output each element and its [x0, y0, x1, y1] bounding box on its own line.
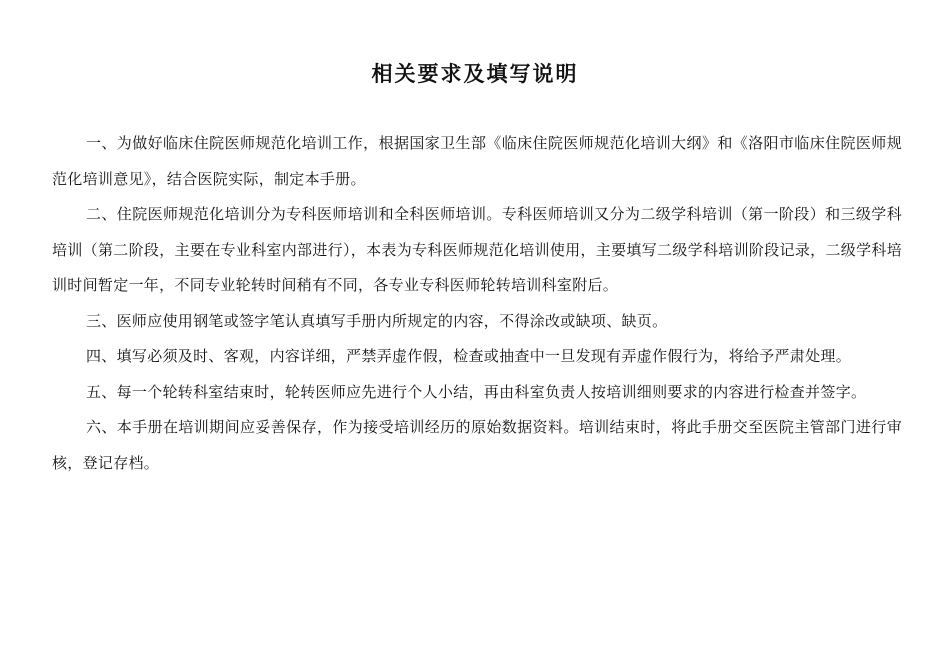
paragraph-6: 六、本手册在培训期间应妥善保存，作为接受培训经历的原始数据资料。培训结束时，将此手册交至医院主管部门进行审核，登记存档。	[52, 418, 902, 472]
paragraph-1: 一、为做好临床住院医师规范化培训工作，根据国家卫生部《临床住院医师规范化培训大纲》和《洛阳市临床住院医师规范化培训意见》，结合医院实际，制定本手册。	[52, 134, 902, 188]
paragraph-5: 五、每一个轮转科室结束时，轮转医师应先进行个人小结，再由科室负责人按培训细则要求的内容进行检查并签字。	[86, 382, 867, 401]
paragraph-2: 二、住院医师规范化培训分为专科医师培训和全科医师培训。专科医师培训又分为二级学科培训（第一阶段）和三级学科培训（第二阶段，主要在专业科室内部进行），本表为专科医师规范化培训使用，主要填写二级学科培训阶段记录，二级学科培训时间暂定一年，不同专业轮转时间稍有不同，各专业专科医师轮转培训科室附后。	[52, 205, 902, 294]
paragraph-3: 三、医师应使用钢笔或签字笔认真填写手册内所规定的内容，不得涂改或缺项、缺页。	[86, 311, 668, 330]
document-body	[52, 126, 902, 481]
paragraph-4: 四、填写必须及时、客观，内容详细，严禁弄虚作假，检查或抽查中一旦发现有弄虚作假行为，将给予严肃处理。	[86, 347, 852, 365]
page-title: 相关要求及填写说明	[371, 62, 579, 86]
